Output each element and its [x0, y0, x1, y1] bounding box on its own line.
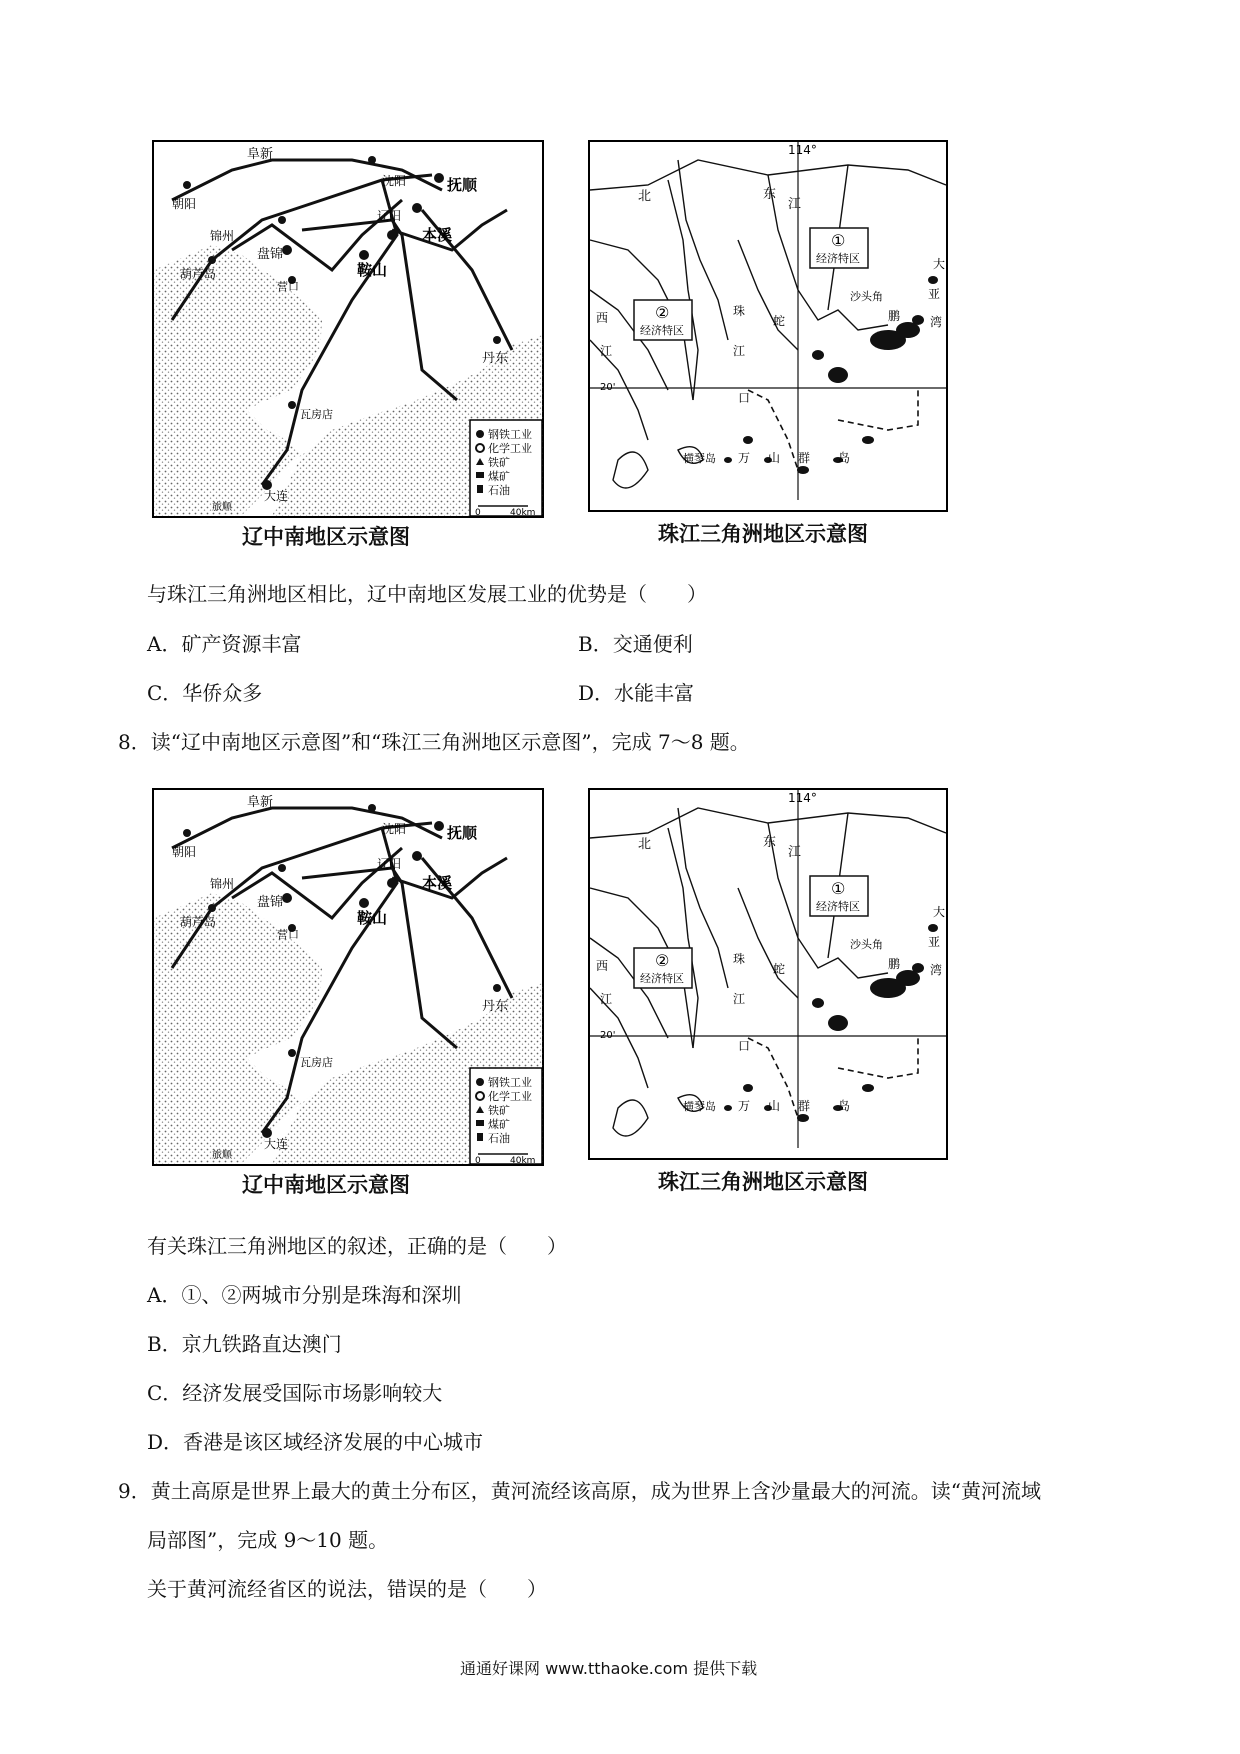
svg-text:万: 万: [738, 451, 751, 465]
label-panjin: 盘锦: [257, 247, 284, 262]
label-anshan: 鞍山: [357, 261, 388, 279]
svg-text:鹏: 鹏: [888, 309, 901, 323]
svg-text:114°: 114°: [788, 143, 817, 157]
q8-option-b[interactable]: B．京九铁路直达澳门: [147, 1332, 342, 1356]
svg-text:经济特区: 经济特区: [640, 324, 684, 337]
svg-text:0: 0: [475, 1156, 481, 1166]
svg-text:铁矿: 铁矿: [488, 456, 510, 469]
svg-text:114°: 114°: [788, 791, 817, 805]
svg-text:亚: 亚: [928, 287, 941, 301]
svg-text:②: ②: [655, 303, 670, 322]
svg-text:口: 口: [738, 1039, 751, 1053]
q8-stem: 有关珠江三角洲地区的叙述，正确的是（ ）: [147, 1234, 567, 1258]
q8-option-d[interactable]: D．香港是该区域经济发展的中心城市: [147, 1430, 484, 1454]
svg-text:葫芦岛: 葫芦岛: [180, 915, 217, 929]
marker-2: [634, 300, 692, 340]
label-lushun: 旅顺: [212, 502, 232, 513]
svg-text:瓦房店: 瓦房店: [300, 1056, 333, 1069]
svg-text:山: 山: [768, 451, 781, 465]
svg-text:江: 江: [733, 992, 746, 1006]
svg-text:蛇: 蛇: [773, 962, 786, 976]
q8-option-c[interactable]: C．经济发展受国际市场影响较大: [147, 1381, 443, 1405]
svg-text:铁矿: 铁矿: [488, 1104, 510, 1117]
svg-text:20': 20': [600, 382, 616, 393]
label-jinzhou: 锦州: [210, 229, 235, 243]
svg-text:东: 东: [763, 187, 777, 202]
svg-text:江: 江: [788, 845, 802, 860]
svg-text:20': 20': [600, 1030, 616, 1041]
svg-text:锦州: 锦州: [210, 877, 235, 891]
svg-text:石油: 石油: [488, 1132, 510, 1145]
svg-text:煤矿: 煤矿: [488, 470, 510, 483]
label-shenyang: 沈阳: [382, 174, 407, 188]
q7-option-a[interactable]: A．矿产资源丰富: [147, 632, 302, 656]
svg-text:西: 西: [596, 311, 609, 325]
prd-caption-2: 珠江三角洲地区示意图: [658, 1170, 868, 1194]
svg-text:北: 北: [638, 189, 652, 204]
svg-text:化学工业: 化学工业: [488, 1090, 532, 1103]
svg-text:江: 江: [600, 344, 613, 358]
svg-text:0: 0: [475, 508, 481, 518]
map-legend: [470, 1068, 542, 1166]
svg-text:江: 江: [788, 197, 802, 212]
svg-text:横琴岛: 横琴岛: [683, 1100, 716, 1113]
svg-text:石油: 石油: [488, 484, 510, 497]
page-footer: 通通好课网 www.tthaoke.com 提供下载: [460, 1659, 758, 1678]
svg-text:鞍山: 鞍山: [357, 909, 388, 927]
q7-option-d[interactable]: D．水能丰富: [578, 681, 695, 705]
svg-text:抚顺: 抚顺: [447, 824, 478, 842]
svg-text:群: 群: [798, 451, 811, 465]
q8-option-a[interactable]: A．①、②两城市分别是珠海和深圳: [147, 1283, 462, 1307]
svg-text:珠: 珠: [733, 304, 746, 318]
svg-text:40km: 40km: [510, 1156, 536, 1166]
svg-text:营口: 营口: [277, 928, 299, 941]
marker-1: [810, 228, 868, 268]
svg-text:丹东: 丹东: [482, 999, 509, 1014]
q9-intro-line1: 9．黄土高原是世界上最大的黄土分布区，黄河流经该高原，成为世界上含沙量最大的河流。读“黄河流域: [118, 1479, 1041, 1503]
label-fushun: 抚顺: [447, 176, 478, 194]
svg-text:朝阳: 朝阳: [172, 845, 197, 859]
map-legend: [470, 420, 542, 518]
svg-text:大: 大: [933, 257, 946, 271]
q8-intro: 8．读“辽中南地区示意图”和“珠江三角洲地区示意图”，完成 7～8 题。: [118, 730, 750, 754]
q7-stem: 与珠江三角洲地区相比，辽中南地区发展工业的优势是（ ）: [147, 582, 707, 606]
label-benxi: 本溪: [422, 226, 453, 244]
svg-text:江: 江: [733, 344, 746, 358]
svg-text:北: 北: [638, 837, 652, 852]
label-liaoyang: 辽阳: [377, 209, 402, 223]
svg-text:西: 西: [596, 959, 609, 973]
svg-text:辽阳: 辽阳: [377, 857, 402, 871]
svg-text:东: 东: [763, 835, 777, 850]
svg-text:蛇: 蛇: [773, 314, 786, 328]
svg-text:大连: 大连: [264, 1137, 289, 1151]
svg-text:本溪: 本溪: [422, 874, 453, 892]
prd-map-1: [588, 140, 948, 512]
svg-text:钢铁工业: 钢铁工业: [488, 428, 532, 441]
svg-text:阜新: 阜新: [247, 795, 274, 810]
svg-text:万: 万: [738, 1099, 751, 1113]
svg-text:旅顺: 旅顺: [212, 1150, 232, 1161]
svg-text:沙头角: 沙头角: [850, 290, 883, 303]
label-dandong: 丹东: [482, 351, 509, 366]
svg-text:经济特区: 经济特区: [816, 900, 860, 913]
q7-option-b[interactable]: B．交通便利: [578, 632, 693, 656]
svg-text:沈阳: 沈阳: [382, 822, 407, 836]
label-fuxin: 阜新: [247, 147, 274, 162]
label-chaoyang: 朝阳: [172, 197, 197, 211]
svg-text:经济特区: 经济特区: [640, 972, 684, 985]
svg-text:①: ①: [831, 231, 846, 250]
svg-text:岛: 岛: [838, 1099, 851, 1113]
svg-text:珠: 珠: [733, 952, 746, 966]
svg-text:大: 大: [933, 905, 946, 919]
svg-text:鹏: 鹏: [888, 957, 901, 971]
svg-text:群: 群: [798, 1099, 811, 1113]
svg-text:化学工业: 化学工业: [488, 442, 532, 455]
label-huludao: 葫芦岛: [180, 267, 217, 281]
svg-text:岛: 岛: [838, 451, 851, 465]
svg-text:横琴岛: 横琴岛: [683, 452, 716, 465]
svg-text:山: 山: [768, 1099, 781, 1113]
liaoning-caption-1: 辽中南地区示意图: [242, 525, 410, 549]
svg-text:40km: 40km: [510, 508, 536, 518]
svg-text:口: 口: [738, 391, 751, 405]
svg-text:湾: 湾: [930, 963, 943, 977]
svg-text:江: 江: [600, 992, 613, 1006]
label-wafangdian: 瓦房店: [300, 408, 333, 421]
svg-text:沙头角: 沙头角: [850, 938, 883, 951]
svg-text:亚: 亚: [928, 935, 941, 949]
liaoning-map-1: [152, 140, 544, 518]
svg-text:①: ①: [831, 879, 846, 898]
marker-1: [810, 876, 868, 916]
marker-2: [634, 948, 692, 988]
q9-stem: 关于黄河流经省区的说法，错误的是（ ）: [147, 1577, 547, 1601]
liaoning-map-2: [152, 788, 544, 1166]
svg-text:煤矿: 煤矿: [488, 1118, 510, 1131]
q9-intro-line2: 局部图”，完成 9～10 题。: [147, 1528, 389, 1552]
q7-option-c[interactable]: C．华侨众多: [147, 681, 263, 705]
svg-text:盘锦: 盘锦: [257, 895, 284, 910]
svg-text:②: ②: [655, 951, 670, 970]
svg-text:钢铁工业: 钢铁工业: [488, 1076, 532, 1089]
prd-caption-1: 珠江三角洲地区示意图: [658, 522, 868, 546]
prd-map-2: [588, 788, 948, 1160]
svg-text:经济特区: 经济特区: [816, 252, 860, 265]
liaoning-caption-2: 辽中南地区示意图: [242, 1173, 410, 1197]
label-dalian: 大连: [264, 489, 289, 503]
label-yingkou: 营口: [277, 280, 299, 293]
svg-text:湾: 湾: [930, 315, 943, 329]
